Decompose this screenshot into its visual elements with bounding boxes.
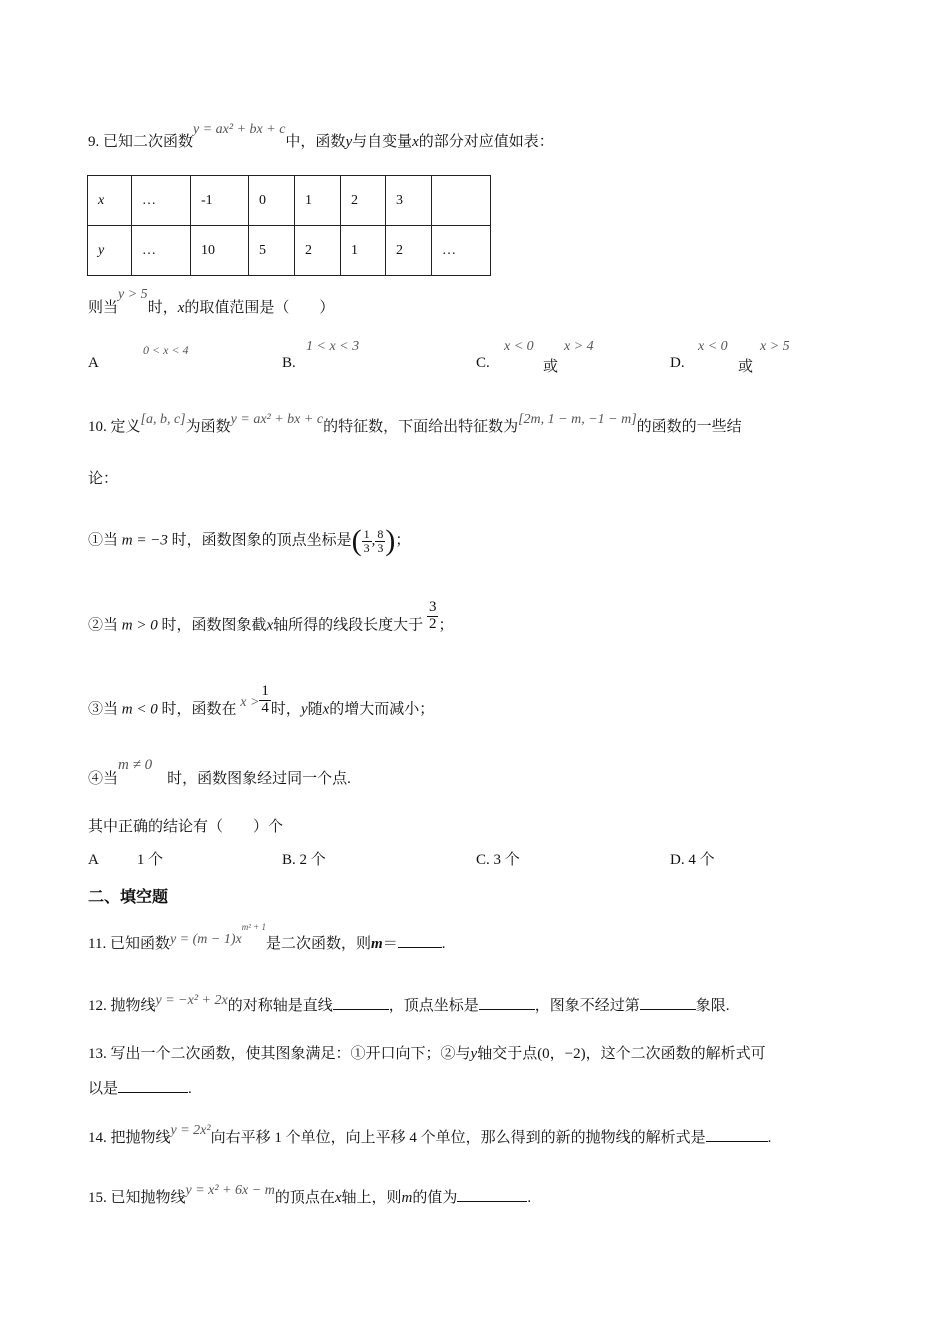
table-row: y … 10 5 2 1 2 …: [88, 226, 491, 276]
q12-vertex-blank[interactable]: [479, 995, 535, 1010]
q15-stem: 15. 已知抛物线y = x² + 6x − m的顶点在x轴上，则m的值为 .: [88, 1183, 532, 1206]
q13-stem-cont: 以是 .: [88, 1077, 192, 1098]
q15-answer-blank[interactable]: [457, 1187, 527, 1202]
q10-option-d[interactable]: D. 4 个: [670, 852, 715, 868]
q10-stem-cont: 论：: [88, 471, 119, 487]
q13-answer-blank[interactable]: [118, 1078, 188, 1093]
q12-axis-blank[interactable]: [333, 995, 389, 1010]
q9-option-c[interactable]: C. x < 0 或 x > 4: [476, 339, 594, 375]
table-row: x … -1 0 1 2 3: [88, 176, 491, 226]
q10-option-a[interactable]: A 1 个: [88, 852, 164, 868]
q12-quadrant-blank[interactable]: [640, 995, 696, 1010]
q10-statement-3: ③当 m < 0 时，函数在 x > $\frac{1}{4}$ 时，y随x的增大而减小；: [88, 683, 435, 718]
q13-stem: 13. 写出一个二次函数，使其图象满足：①开口向下；②与y轴交于点(0，−2)，这个二次函数的解析式可: [88, 1046, 766, 1062]
q10-statement-2: ②当 m > 0 时，函数图象截x轴所得的线段长度大于 $\frac{3}{2}$ ；: [88, 599, 454, 634]
q14-stem: 14. 把抛物线y = 2x²向右平移 1 个单位，向上平移 4 个单位，那么得到的新的抛物线的解析式是 .: [88, 1123, 772, 1146]
q10-statement-1: ①当 m = −3 时，函数图象的顶点坐标是( $\frac{1}{3}$ , $\frac{8}{3}$ )；: [88, 524, 411, 557]
q9-option-b[interactable]: B. 1 < x < 3: [282, 339, 360, 371]
q10-question: 其中正确的结论有（ ）个: [88, 819, 284, 835]
q12-stem: 12. 抛物线y = −x² + 2x的对称轴是直线 ，顶点坐标是 ，图象不经过第 象限.: [88, 993, 730, 1014]
q9-function: y = ax² + bx + c: [193, 122, 286, 137]
q11-answer-blank[interactable]: [398, 933, 442, 948]
q9-stem: 9. 已知二次函数y = ax² + bx + c中，函数y与自变量x的部分对应值如表：: [88, 122, 554, 150]
q10-option-b[interactable]: B. 2 个: [282, 852, 326, 868]
q10-stem: 10. 定义[a, b, c]为函数y = ax² + bx + c的特征数，下面给出特征数为[2m, 1 − m, −1 − m]的函数的一些结: [88, 412, 742, 435]
q14-answer-blank[interactable]: [706, 1127, 768, 1142]
q10-statement-4: ④当m ≠ 0 时，函数图象经过同一个点.: [88, 757, 351, 787]
q9-condition: 则当y > 5时，x的取值范围是（ ）: [88, 287, 335, 316]
q9-option-d[interactable]: D. x < 0 或 x > 5: [670, 339, 790, 375]
q10-option-c[interactable]: C. 3 个: [476, 852, 520, 868]
q9-value-table: [87, 175, 491, 276]
q11-stem: 11. 已知函数$y = (m - 1)x^{m^2 + 1}$是二次函数，则m＝ .: [88, 922, 446, 952]
section-heading: 二、填空题: [88, 889, 169, 906]
q9-option-a[interactable]: A 0 < x < 4: [88, 343, 189, 371]
